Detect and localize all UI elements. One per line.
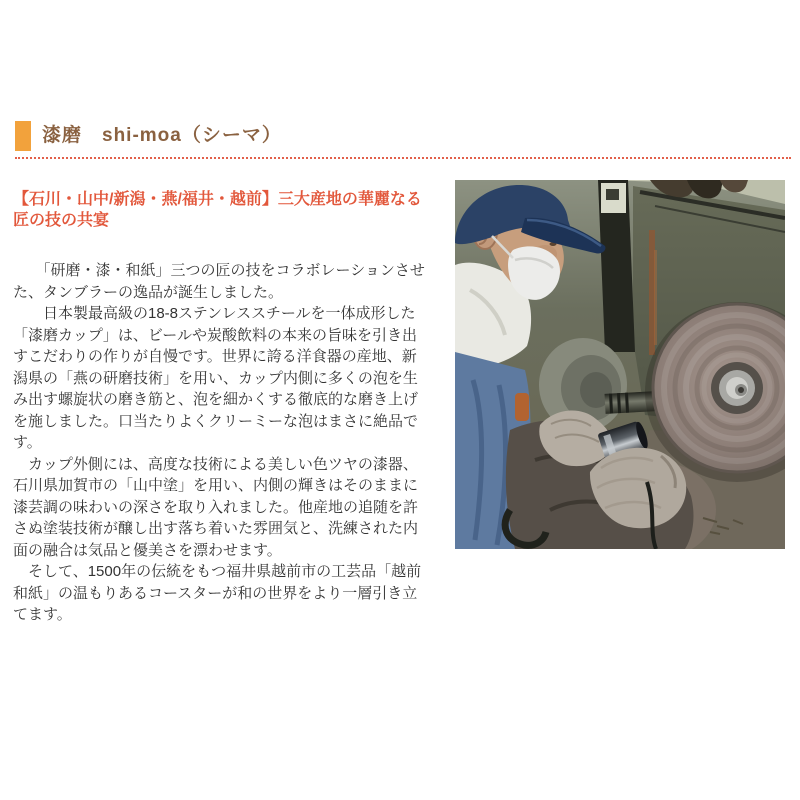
- paragraph-2: 日本製最高級の18-8ステンレススチールを一体成形した「漆磨カップ」は、ビールや炭酸飲料の本来の旨味を引き出すこだわりの作りが自慢です。世界に誇る洋食器の産地、新潟県の「燕の研磨技術」を用い、カップ内側に多くの泡を生み出す螺旋状の磨き筋と、泡を細かくする徹底的な磨き上げを施しました。口当たりよくクリーミーな泡はまさに絶品です。: [13, 305, 419, 451]
- paragraph-1: 「研磨・漆・和紙」三つの匠の技をコラボレーションさせた、タンブラーの逸品が誕生しました。: [13, 262, 425, 301]
- paragraph-4: そして、1500年の伝統をもつ福井県越前市の工芸品「越前和紙」の温もりあるコースターが和の世界をより一層引き立てます。: [13, 563, 422, 623]
- page-title: 漆磨 shi-moa（シーマ）: [42, 125, 282, 146]
- header-accent-bar: [15, 121, 31, 151]
- paragraph-3: カップ外側には、高度な技術による美しい色ツヤの漆器、石川県加賀市の「山中塗」を用い、内側の輝きはそのままに漆芸調の味わいの深さを取り入れました。他産地の追随を許さぬ塗装技術が醸し出す落ち着いた雰囲気と、洗練された内面の融合は気品と優美さを漂わせます。: [13, 455, 419, 559]
- article-heading: 【石川・山中/新潟・燕/福井・越前】三大産地の華麗なる匠の技の共宴: [13, 191, 422, 229]
- craftsman-photo-illustration: [455, 180, 785, 549]
- craftsman-photo: [455, 180, 785, 549]
- product-description: [13, 189, 431, 626]
- section-header: [15, 121, 791, 159]
